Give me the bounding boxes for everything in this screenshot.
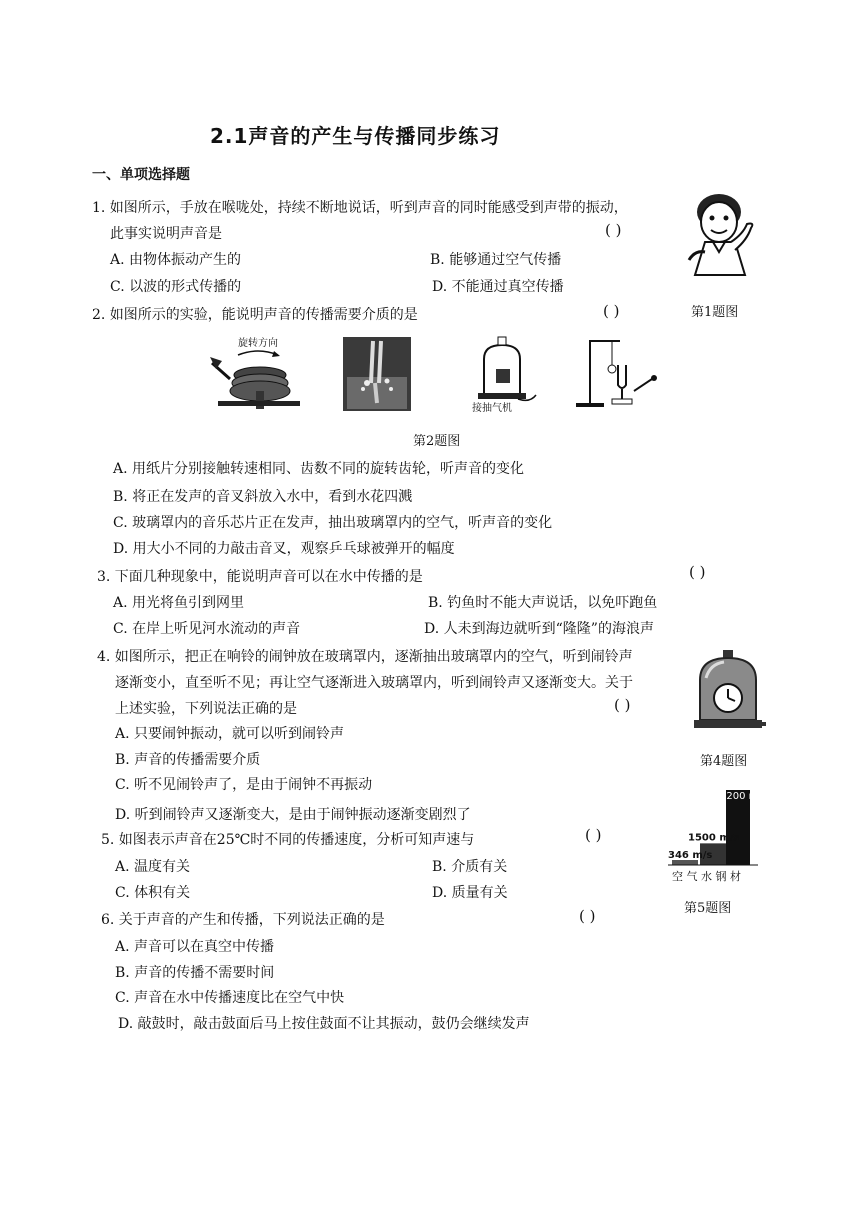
sound-speed-bar-chart bbox=[668, 788, 767, 886]
q1-option-d[interactable]: D. 不能通过真空传播 bbox=[432, 279, 564, 295]
tuning-fork-ball-figure bbox=[570, 335, 660, 411]
q4-figure-caption: 第4题图 bbox=[700, 754, 748, 769]
q4-option-c[interactable]: C. 听不见闹铃声了，是由于闹钟不再振动 bbox=[115, 777, 373, 793]
rotating-gear-figure bbox=[208, 335, 308, 415]
chart-category-labels: 空 气 水 钢 材 bbox=[672, 870, 741, 883]
q3-answer-paren[interactable]: ( ) bbox=[689, 563, 706, 581]
bar-water-value-label: 1500 m/s bbox=[688, 832, 740, 844]
q6-option-d[interactable]: D. 敲鼓时，敲击鼓面后马上按住鼓面不让其振动，鼓仍会继续发声 bbox=[118, 1016, 530, 1032]
q4-stem-line1: 4. 如图所示，把正在响铃的闹钟放在玻璃罩内，逐渐抽出玻璃罩内的空气，听到闹铃声 bbox=[97, 649, 633, 665]
q1-option-c[interactable]: C. 以波的形式传播的 bbox=[110, 279, 242, 295]
svg-text:旋转方向: 旋转方向 bbox=[238, 338, 278, 349]
q4-stem-line2: 逐渐变小，直至听不见；再让空气逐渐进入玻璃罩内，听到闹铃声又逐渐变大。关于 bbox=[115, 675, 633, 691]
page-title: 2.1声音的产生与传播同步练习 bbox=[210, 124, 501, 148]
q3-option-a[interactable]: A. 用光将鱼引到网里 bbox=[113, 595, 245, 611]
q3-option-d[interactable]: D. 人未到海边就听到“隆隆”的海浪声 bbox=[424, 621, 654, 637]
q6-option-a[interactable]: A. 声音可以在真空中传播 bbox=[115, 939, 275, 955]
q6-option-b[interactable]: B. 声音的传播不需要时间 bbox=[115, 965, 275, 981]
q1-figure-caption: 第1题图 bbox=[691, 305, 739, 320]
q5-figure-caption: 第5题图 bbox=[684, 901, 732, 916]
q5-option-a[interactable]: A. 温度有关 bbox=[115, 859, 191, 875]
q5-option-c[interactable]: C. 体积有关 bbox=[115, 885, 191, 901]
q3-stem: 3. 下面几种现象中，能说明声音可以在水中传播的是 bbox=[97, 569, 423, 585]
q5-option-b[interactable]: B. 介质有关 bbox=[432, 859, 508, 875]
q1-throat-figure bbox=[685, 190, 765, 280]
q3-option-c[interactable]: C. 在岸上听见河水流动的声音 bbox=[113, 621, 301, 637]
q2-stem: 2. 如图所示的实验，能说明声音的传播需要介质的是 bbox=[92, 307, 418, 323]
q2-answer-paren[interactable]: ( ) bbox=[603, 302, 620, 320]
q6-stem: 6. 关于声音的产生和传播，下列说法正确的是 bbox=[101, 912, 385, 928]
q2-option-a[interactable]: A. 用纸片分别接触转速相同、齿数不同的旋转齿轮，听声音的变化 bbox=[113, 461, 525, 477]
bar-steel-value-label: 5200 m/s bbox=[720, 791, 767, 802]
q2-figure-caption: 第2题图 bbox=[413, 434, 461, 449]
q6-answer-paren[interactable]: ( ) bbox=[579, 907, 596, 925]
q2-option-d[interactable]: D. 用大小不同的力敲击音叉，观察乒乓球被弹开的幅度 bbox=[113, 541, 455, 557]
bar-air-value-label: 346 m/s bbox=[668, 850, 713, 862]
q5-stem: 5. 如图表示声音在25℃时不同的传播速度，分析可知声速与 bbox=[101, 832, 475, 848]
q1-stem-line2: 此事实说明声音是 bbox=[110, 226, 222, 242]
q1-answer-paren[interactable]: ( ) bbox=[605, 221, 622, 239]
q1-stem-line1: 1. 如图所示，手放在喉咙处，持续不断地说话，听到声音的同时能感受到声带的振动， bbox=[92, 200, 628, 216]
svg-text:接抽气机: 接抽气机 bbox=[472, 403, 512, 414]
q1-option-a[interactable]: A. 由物体振动产生的 bbox=[110, 252, 242, 268]
q4-stem-line3: 上述实验，下列说法正确的是 bbox=[115, 701, 297, 717]
q2-option-c[interactable]: C. 玻璃罩内的音乐芯片正在发声，抽出玻璃罩内的空气，听声音的变化 bbox=[113, 515, 553, 531]
q4-option-d[interactable]: D. 听到闹铃声又逐渐变大，是由于闹钟振动逐渐变剧烈了 bbox=[115, 807, 471, 823]
q4-option-b[interactable]: B. 声音的传播需要介质 bbox=[115, 752, 261, 768]
q4-bell-jar-clock-figure bbox=[690, 648, 766, 734]
q1-option-b[interactable]: B. 能够通过空气传播 bbox=[430, 252, 562, 268]
q6-option-c[interactable]: C. 声音在水中传播速度比在空气中快 bbox=[115, 990, 345, 1006]
q3-option-b[interactable]: B. 钓鱼时不能大声说话，以免吓跑鱼 bbox=[428, 595, 658, 611]
q5-option-d[interactable]: D. 质量有关 bbox=[432, 885, 508, 901]
q4-option-a[interactable]: A. 只要闹钟振动，就可以听到闹铃声 bbox=[115, 726, 345, 742]
q5-answer-paren[interactable]: ( ) bbox=[585, 826, 602, 844]
q4-answer-paren[interactable]: ( ) bbox=[614, 696, 631, 714]
tuning-fork-water-figure bbox=[343, 337, 411, 411]
section-heading: 一、单项选择题 bbox=[92, 167, 190, 183]
q2-option-b[interactable]: B. 将正在发声的音叉斜放入水中，看到水花四溅 bbox=[113, 489, 413, 505]
vacuum-bell-jar-figure bbox=[470, 333, 540, 413]
